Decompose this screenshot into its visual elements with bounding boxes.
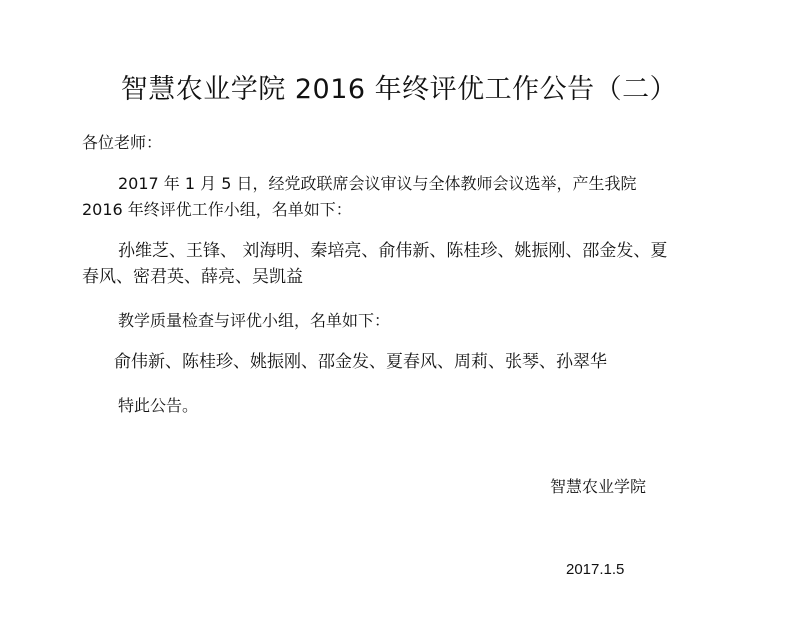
closing-text: 特此公告。 [118, 396, 199, 415]
teaching-quality-group-intro: 教学质量检查与评优小组，名单如下： [118, 311, 391, 330]
paragraph-1-line-1: 2017 年 1 月 5 日，经党政联席会议审议与全体教师会议选举，产生我院 [118, 174, 637, 193]
paragraph-1-line-2: 2016 年终评优工作小组，名单如下： [82, 200, 352, 219]
evaluation-group-members-line-1: 孙维芝、王锋、 刘海明、秦培亮、俞伟新、陈桂珍、姚振刚、邵金发、夏 [118, 241, 668, 261]
evaluation-group-members-line-2: 春风、密君英、薛亮、吴凯益 [82, 267, 303, 287]
document-title: 智慧农业学院 2016 年终评优工作公告（二） [120, 74, 678, 105]
signature-text: 智慧农业学院 [550, 477, 647, 496]
document-date: 2017.1.5 [566, 561, 625, 578]
teaching-quality-group-members: 俞伟新、陈桂珍、姚振刚、邵金发、夏春风、周莉、张琴、孙翠华 [114, 352, 607, 372]
greeting-text: 各位老师： [82, 133, 163, 152]
